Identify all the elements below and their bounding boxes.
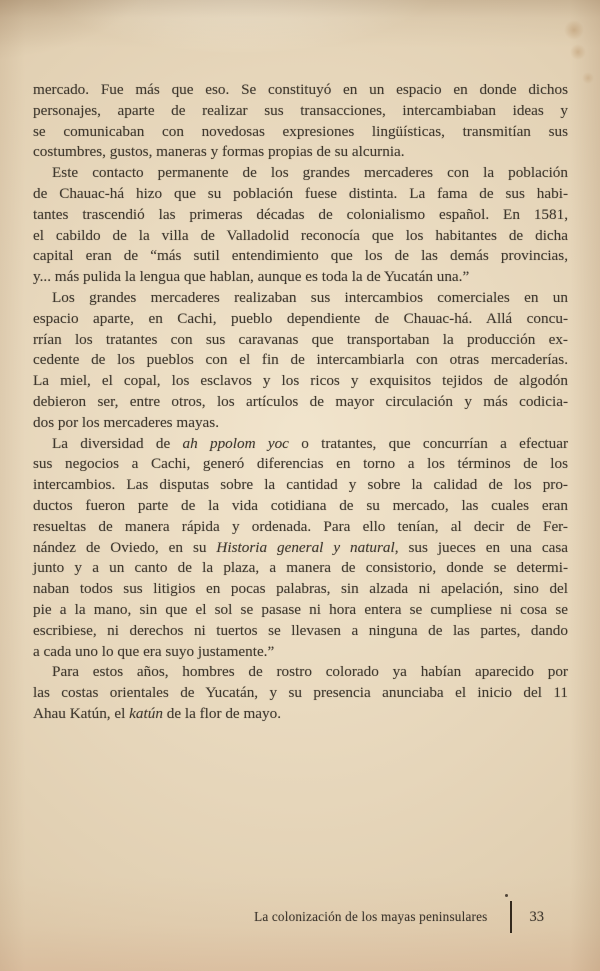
- paragraph: [33, 288, 568, 434]
- paragraph: [33, 662, 568, 724]
- text-line: debieron ser, entre otros, los artículos de mayor circulación y más codicia-: [33, 392, 568, 410]
- text-line: tantes trascendió las primeras décadas de colonialismo español. En 1581,: [33, 205, 568, 223]
- text-line: La miel, el copal, los esclavos y los ricos y exquisitos tejidos de algodón: [33, 372, 568, 390]
- text-line: personajes, aparte de realizar sus transacciones, intercambiaban ideas y: [33, 101, 568, 119]
- running-title: La colonización de los mayas peninsulares: [254, 909, 488, 924]
- text-line: La diversidad de ah ppolom yoc o tratantes, que concurrían a efectuar: [52, 434, 569, 452]
- text-line: costumbres, gustos, maneras y formas propias de su alcurnia.: [33, 143, 405, 161]
- ink-speck: [505, 894, 508, 897]
- paragraph: [33, 163, 568, 288]
- text-line: nández de Oviedo, en su Historia general y natural, sus jueces en una casa: [33, 538, 569, 556]
- text-line: capital eran de “más sutil entendimiento que los de las demás provincias,: [33, 247, 568, 265]
- text-line: junto y a un canto de la plaza, a manera de consistorio, donde se determi-: [33, 559, 568, 577]
- text-line: espacio aparte, en Cachi, pueblo dependiente de Chauac-há. Allá concu-: [33, 309, 568, 327]
- text-line: ductos fueron parte de la vida cotidiana de su mercado, las cuales eran: [33, 496, 568, 514]
- text-line: Este contacto permanente de los grandes mercaderes con la población: [52, 164, 568, 182]
- text-line: resueltas de manera rápida y ordenada. Para ello tenían, al decir de Fer-: [33, 517, 568, 535]
- text-line: escribiese, ni derechos ni tuertos se llevasen a ninguna de las partes, dando: [33, 621, 568, 639]
- text-line: rrían los tratantes con sus caravanas que transportaban la producción ex-: [33, 330, 568, 348]
- text-line: a cada uno lo que era suyo justamente.”: [33, 642, 275, 660]
- paragraph: [33, 434, 568, 663]
- text-line: sus negocios a Cachi, generó diferencias en torno a los términos de los: [33, 455, 568, 473]
- text-block: [33, 80, 568, 725]
- text-line: naban todos sus litigios en pocas palabras, sin alzada ni apelación, sino del: [33, 580, 568, 598]
- text-line: se comunicaban con novedosas expresiones lingüísticas, transmitían sus: [33, 122, 568, 140]
- text-line: Para estos años, hombres de rostro colorado ya habían aparecido por: [52, 663, 568, 681]
- text-line: el cabildo de la villa de Valladolid reconocía que los habitantes de dicha: [33, 226, 568, 244]
- text-line: intercambios. Las disputas sobre la cantidad y sobre la calidad de los pro-: [33, 476, 568, 494]
- page-footer: [0, 901, 600, 933]
- text-line: dos por los mercaderes mayas.: [33, 413, 219, 431]
- text-line: Ahau Katún, el katún de la flor de mayo.: [33, 704, 282, 722]
- text-line: Los grandes mercaderes realizaban sus intercambios comerciales en un: [52, 288, 568, 306]
- text-line: y... más pulida la lengua que hablan, aunque es toda la de Yucatán una.”: [33, 268, 470, 286]
- text-line: de Chauac-há hizo que su población fuese distinta. La fama de sus habi-: [33, 184, 568, 202]
- text-line: pie a la mano, sin que el sol se pasase ni hora entera se cumpliese ni cosa se: [33, 600, 568, 618]
- paragraph: [33, 80, 568, 163]
- page-number: 33: [529, 908, 544, 925]
- text-line: mercado. Fue más que eso. Se constituyó en un espacio en donde dichos: [33, 81, 568, 98]
- footer-divider: [510, 901, 512, 933]
- text-line: las costas orientales de Yucatán, y su presencia anunciaba el inicio del 11: [33, 684, 568, 702]
- text-line: cedente de los pueblos con el fin de intercambiarla con otras mercaderías.: [33, 351, 568, 369]
